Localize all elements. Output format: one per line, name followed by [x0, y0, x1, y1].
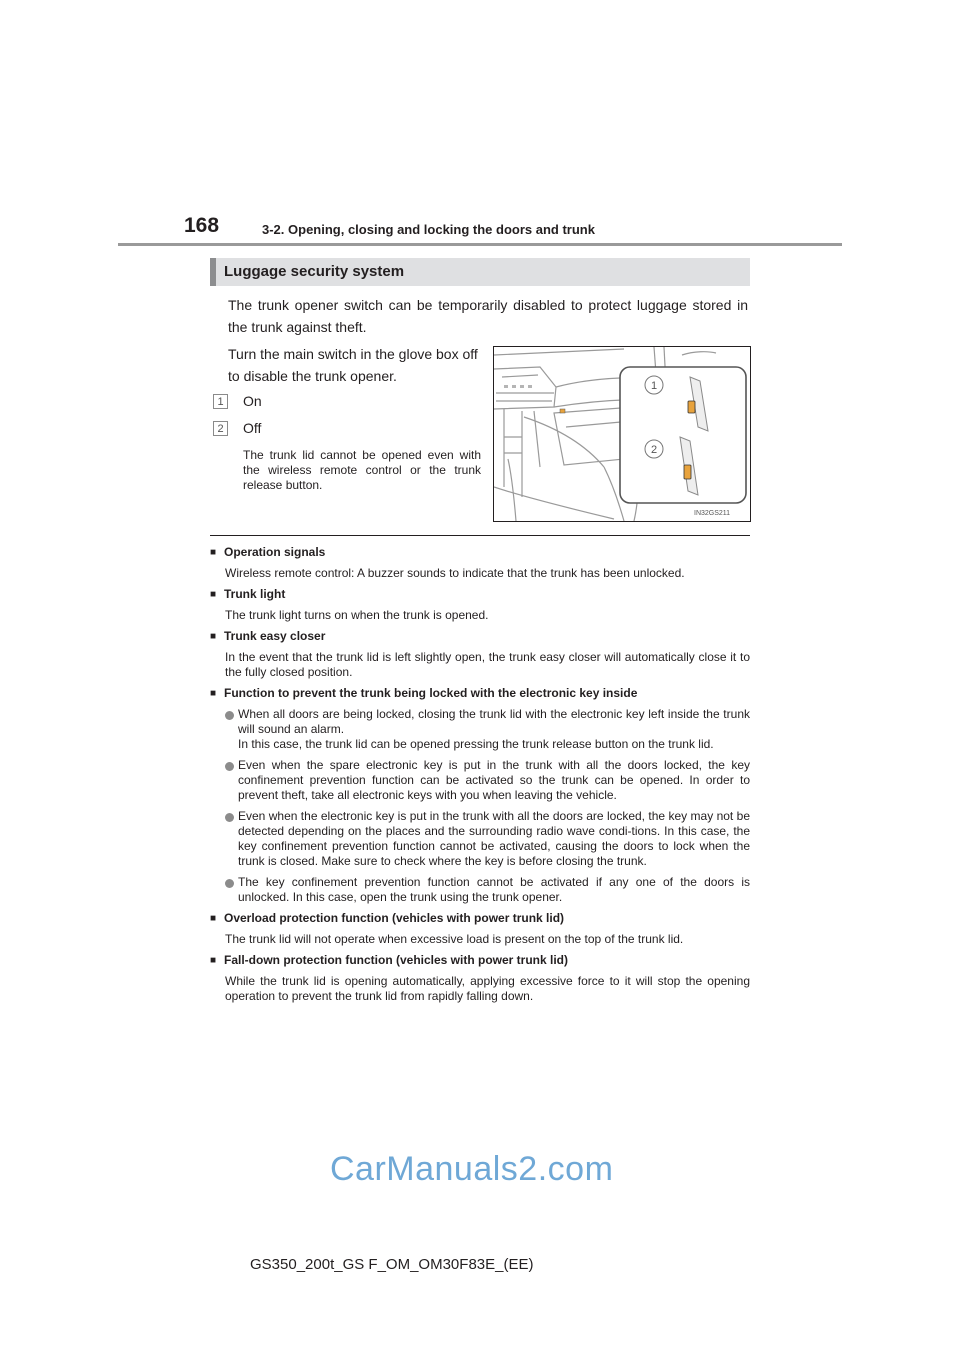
note-heading: ■ Operation signals [210, 545, 750, 560]
note-heading: ■ Trunk light [210, 587, 750, 602]
note-bullet [210, 707, 750, 752]
item-label-on: On [243, 393, 262, 409]
section-title: Luggage security system [224, 263, 405, 280]
callout-1: 1 [650, 380, 658, 392]
note-trunk-easy-closer [210, 629, 750, 680]
section-banner [210, 258, 750, 286]
item-note: The trunk lid cannot be opened even with the wireless remote control or the trunk release button. [243, 448, 481, 492]
item-number-1: 1 [213, 394, 228, 409]
header-divider [118, 243, 842, 246]
item-label-off: Off [243, 420, 262, 436]
note-overload-protection [210, 911, 750, 947]
bullet-text: In this case, the trunk lid can be opened pressing the trunk release button on the trunk lid. [238, 737, 714, 751]
note-bullet: Even when the electronic key is put in the trunk with all the doors are locked, the key may not be detected depending on the places and the surrounding radio wave condi-tions. In this case, the key confinement prevention function cannot be activated, causing the doors to lock when the trunk is closed. Make sure to check where the key is before closing the trunk. [210, 809, 750, 869]
note-body: The trunk lid will not operate when excessive load is present on the top of the trunk lid. [225, 932, 684, 946]
callout-2: 2 [650, 444, 658, 456]
note-heading: ■ Function to prevent the trunk being locked with the electronic key inside [210, 686, 750, 701]
page-number: 168 [184, 214, 220, 237]
footer-document-code: GS350_200t_GS F_OM_OM30F83E_(EE) [250, 1256, 534, 1273]
section-instruction: Turn the main switch in the glove box off to disable the trunk opener. [228, 346, 478, 384]
note-heading: ■ Trunk easy closer [210, 629, 750, 644]
note-heading: ■ Overload protection function (vehicles with power trunk lid) [210, 911, 750, 926]
note-body: In the event that the trunk lid is left slightly open, the trunk easy closer will automatically close it to the fully closed position. [225, 650, 750, 679]
bullet-text: When all doors are being locked, closing the trunk lid with the electronic key left inside the trunk will sound an alarm. [238, 707, 750, 736]
glove-box-switch-illustration [493, 346, 751, 522]
note-key-inside-prevention [210, 686, 750, 905]
note-operation-signals [210, 545, 750, 581]
note-bullet: The key confinement prevention function cannot be activated if any one of the doors is unlocked. In this case, open the trunk using the trunk opener. [210, 875, 750, 905]
notes-list [210, 545, 750, 1010]
note-body: The trunk light turns on when the trunk is opened. [225, 608, 489, 622]
note-heading: ■ Fall-down protection function (vehicles with power trunk lid) [210, 953, 750, 968]
section-intro: The trunk opener switch can be temporarily disabled to protect luggage stored in the trunk against theft. [228, 297, 748, 335]
section-divider [210, 535, 750, 536]
note-body: While the trunk lid is opening automatically, applying excessive force to it will stop the opening operation to prevent the trunk lid from rapidly falling down. [225, 974, 750, 1003]
note-trunk-light [210, 587, 750, 623]
item-number-2: 2 [213, 421, 228, 436]
watermark: CarManuals2.com [330, 1150, 614, 1188]
banner-accent-bar [210, 258, 216, 286]
note-fall-down-protection [210, 953, 750, 1004]
note-bullet: Even when the spare electronic key is put in the trunk with all the doors locked, the key confinement prevention function can be activated so the trunk can be opened. In order to prevent theft, take all electronic keys with you when leaving the vehicle. [210, 758, 750, 803]
illustration-code: IN32GS211 [694, 510, 731, 517]
chapter-title: 3-2. Opening, closing and locking the doors and trunk [262, 222, 595, 237]
note-body: Wireless remote control: A buzzer sounds to indicate that the trunk has been unlocked. [225, 566, 685, 580]
dashboard-drawing [494, 347, 750, 521]
